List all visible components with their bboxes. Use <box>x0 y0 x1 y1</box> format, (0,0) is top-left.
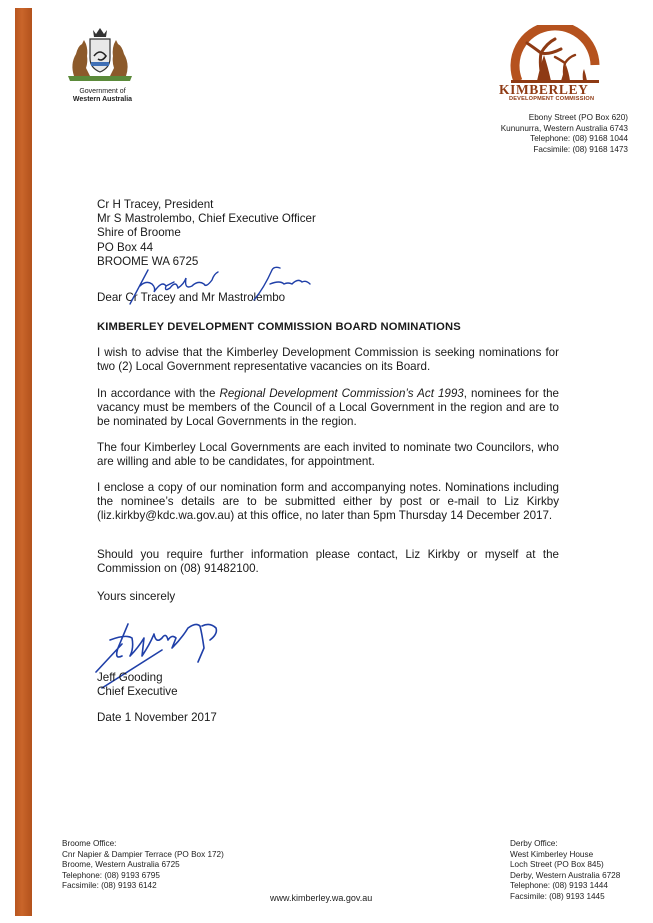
footer-line: Telephone: (08) 9193 6795 <box>62 870 160 880</box>
letter-date: Date 1 November 2017 <box>97 711 217 724</box>
salutation: Dear Cr Tracey and Mr Mastrolembo <box>97 291 286 304</box>
footer-line: Facsimile: (08) 9193 1445 <box>510 891 605 901</box>
government-of-wa-caption <box>55 88 150 104</box>
handwritten-harold-signature-icon <box>126 266 236 306</box>
footer-line: Telephone: (08) 9193 1444 <box>510 881 608 891</box>
body-paragraph-2 <box>97 387 559 430</box>
telephone-line: Telephone: (08) 9168 1044 <box>530 134 628 143</box>
body-paragraph-1: I wish to advise that the Kimberley Development Commission is seeking nominations for two (2) Local Government representative vacancies on its Board. <box>97 346 559 374</box>
footer-line: Loch Street (PO Box 845) <box>510 860 604 870</box>
kdc-logo-name: KIMBERLEY <box>499 82 589 97</box>
signer-name: Jeff Gooding <box>97 671 163 684</box>
letter-subject-heading: KIMBERLEY DEVELOPMENT COMMISSION BOARD NOMINATIONS <box>97 321 461 333</box>
website-link[interactable]: www.kimberley.wa.gov.au <box>270 893 373 903</box>
gov-caption-line2: Western Australia <box>72 96 133 103</box>
body-paragraph-3: The four Kimberley Local Governments are each invited to nominate two Councilors, who are willing and able to be candidates, for appointment. <box>97 441 559 469</box>
act-title: Regional Development Commission’s Act 1993 <box>219 387 464 400</box>
closing-line: Yours sincerely <box>97 590 176 603</box>
footer-line: Cnr Napier & Dampier Terrace (PO Box 172) <box>62 849 224 859</box>
recipient-line: Cr H Tracey, President <box>97 198 214 211</box>
gov-caption-line1: Government of <box>79 88 126 95</box>
decorative-sidebar-bar <box>15 8 32 916</box>
body-paragraph-5: Should you require further information please contact, Liz Kirkby or myself at the Commission on (08) 91482100. <box>97 548 559 576</box>
derby-office-footer <box>510 839 620 903</box>
recipient-line: BROOME WA 6725 <box>97 254 199 268</box>
footer-line: Broome Office: <box>62 839 117 848</box>
footer-line: Derby, Western Australia 6728 <box>510 870 621 880</box>
footer-line: Broome, Western Australia 6725 <box>62 860 180 870</box>
handwritten-sam-signature-icon <box>250 262 315 302</box>
body-paragraph-4: I enclose a copy of our nomination form and accompanying notes. Nominations including the nominee’s details are to be submitted either by post or e-mail to Liz Kirkby (liz.kirkby@kdc.wa.gov.au) at this office, no later than 5pm Thursday 14 December 2017. <box>97 481 559 523</box>
footer-line: West Kimberley House <box>510 849 594 859</box>
kdc-logo-subtitle: DEVELOPMENT COMMISSION <box>509 96 595 102</box>
paragraph-text: In accordance with the <box>97 387 220 400</box>
address-line: Kununurra, Western Australia 6743 <box>500 123 628 133</box>
recipient-line: Mr S Mastrolembo, Chief Executive Officer <box>97 212 316 226</box>
kimberley-boab-tree-logo-icon <box>503 25 603 85</box>
address-line: Ebony Street (PO Box 620) <box>528 113 628 122</box>
footer-line: Facsimile: (08) 9193 6142 <box>62 881 157 891</box>
wa-coat-of-arms-icon <box>60 26 140 88</box>
facsimile-line: Facsimile: (08) 9168 1473 <box>533 144 628 154</box>
broome-office-footer <box>62 839 224 892</box>
signer-block <box>97 671 178 699</box>
kununurra-office-address <box>428 113 628 155</box>
recipient-line: Shire of Broome <box>97 226 181 240</box>
recipient-line: PO Box 44 <box>97 240 154 254</box>
signer-title: Chief Executive <box>97 685 178 698</box>
paragraph-text: , nominees for the vacancy must be members of the Council of a Local Government in the region and are to be nominated by Local Governments in the region. <box>97 387 559 429</box>
footer-line: Derby Office: <box>510 839 558 848</box>
recipient-address-block <box>97 198 417 269</box>
